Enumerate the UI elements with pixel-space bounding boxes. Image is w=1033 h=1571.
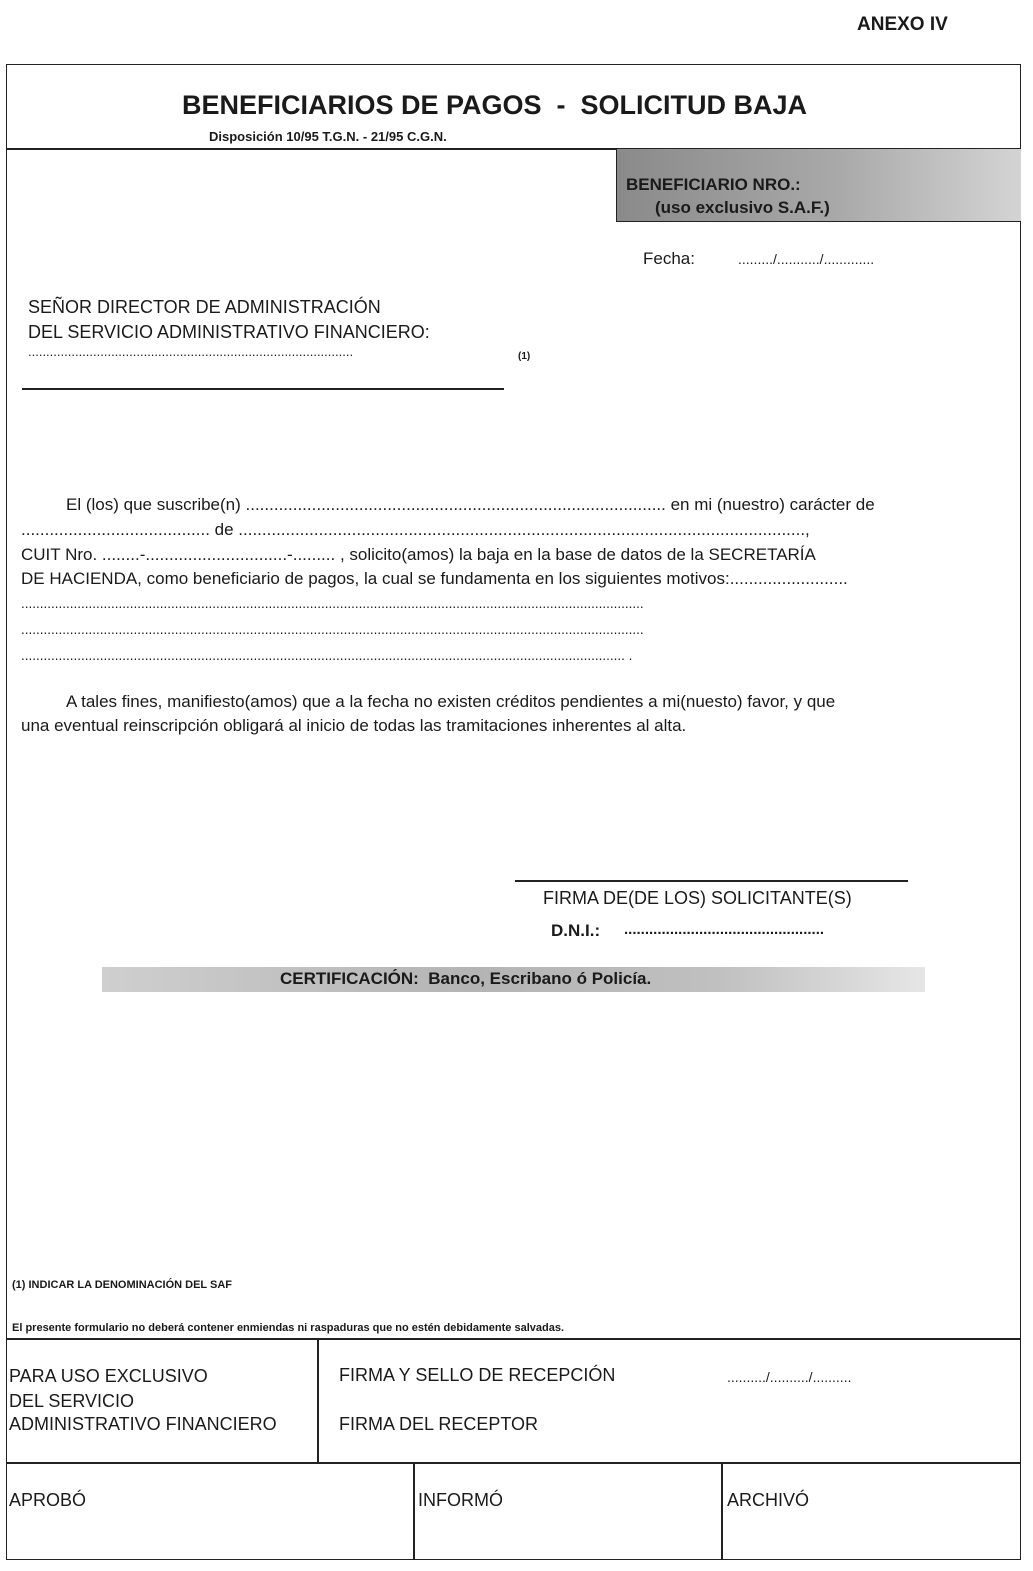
statement-line-2: una eventual reinscripción obligará al inicio de todas las tramitaciones inherentes al alta.: [21, 716, 687, 735]
body-line-2: ........................................ de ........................................................................................................................,: [21, 520, 810, 539]
disposition-subtitle: Disposición 10/95 T.G.N. - 21/95 C.G.N.: [209, 129, 447, 144]
footnote-ref: (1): [518, 351, 531, 362]
saf-label-line-3: ADMINISTRATIVO FINANCIERO: [9, 1414, 277, 1434]
form-title: BENEFICIARIOS DE PAGOS - SOLICITUD BAJA: [182, 90, 808, 120]
addressee-line-2: DEL SERVICIO ADMINISTRATIVO FINANCIERO:: [28, 322, 430, 342]
notice-text: El presente formulario no deberá contener enmiendas ni raspaduras que no estén debidamente salvadas.: [12, 1322, 564, 1334]
saf-section-top: [6, 1338, 1021, 1340]
footnote-text: (1) INDICAR LA DENOMINACIÓN DEL SAF: [12, 1279, 232, 1291]
bottom-row-divider-1: [413, 1462, 415, 1560]
approved-label: APROBÓ: [9, 1490, 87, 1510]
bottom-row-divider-2: [721, 1462, 723, 1560]
reception-stamp-label: FIRMA Y SELLO DE RECEPCIÓN: [339, 1365, 616, 1385]
addressee-line-1: SEÑOR DIRECTOR DE ADMINISTRACIÓN: [28, 297, 381, 317]
bottom-row-top: [6, 1462, 1021, 1464]
saf-name-field[interactable]: ..........................................................................................: [28, 344, 354, 359]
saf-label-line-1: PARA USO EXCLUSIVO: [9, 1366, 208, 1386]
beneficiary-number-box: [616, 149, 1021, 222]
reception-date-field[interactable]: ........../........../..........: [727, 1369, 852, 1385]
date-label: Fecha:: [643, 249, 695, 268]
dni-field[interactable]: ................................................: [624, 921, 825, 938]
reasons-line-3[interactable]: ................................................................................................................................................................. .: [21, 648, 633, 663]
date-field[interactable]: ........./.........../.............: [738, 251, 875, 267]
beneficiary-usage-note: (uso exclusivo S.A.F.): [655, 198, 830, 217]
certification-label: CERTIFICACIÓN: Banco, Escribano ó Policía.: [280, 969, 652, 988]
addressee-underline: [22, 388, 504, 390]
beneficiary-number-label: BENEFICIARIO NRO.:: [626, 175, 801, 194]
signature-line: [515, 880, 908, 882]
archived-label: ARCHIVÓ: [727, 1490, 810, 1510]
body-line-3: CUIT Nro. ........-..............................-......... , solicito(amos) la baja en la base de datos de la SECRETARÍA: [21, 545, 816, 564]
dni-label: D.N.I.:: [551, 921, 601, 940]
receiver-signature-label: FIRMA DEL RECEPTOR: [339, 1414, 539, 1434]
form-frame: [6, 64, 1021, 1560]
body-line-1: El (los) que suscribe(n) ......................................................................................... en mi (nuestro) carácter de: [66, 495, 875, 514]
saf-label-line-2: DEL SERVICIO: [9, 1391, 135, 1411]
signature-label: FIRMA DE(DE LOS) SOLICITANTE(S): [543, 888, 852, 908]
saf-section-divider: [317, 1338, 319, 1462]
reasons-line-2[interactable]: ......................................................................................................................................................................: [21, 622, 644, 637]
reasons-line-1[interactable]: ......................................................................................................................................................................: [21, 596, 644, 611]
statement-line-1: A tales fines, manifiesto(amos) que a la fecha no existen créditos pendientes a mi(nuesto) favor, y que: [66, 692, 836, 711]
certification-bar: [102, 967, 925, 992]
informed-label: INFORMÓ: [418, 1490, 503, 1510]
annex-label: ANEXO IV: [857, 14, 948, 35]
body-line-4: DE HACIENDA, como beneficiario de pagos, la cual se fundamenta en los siguientes motivos:.........................: [21, 569, 848, 588]
